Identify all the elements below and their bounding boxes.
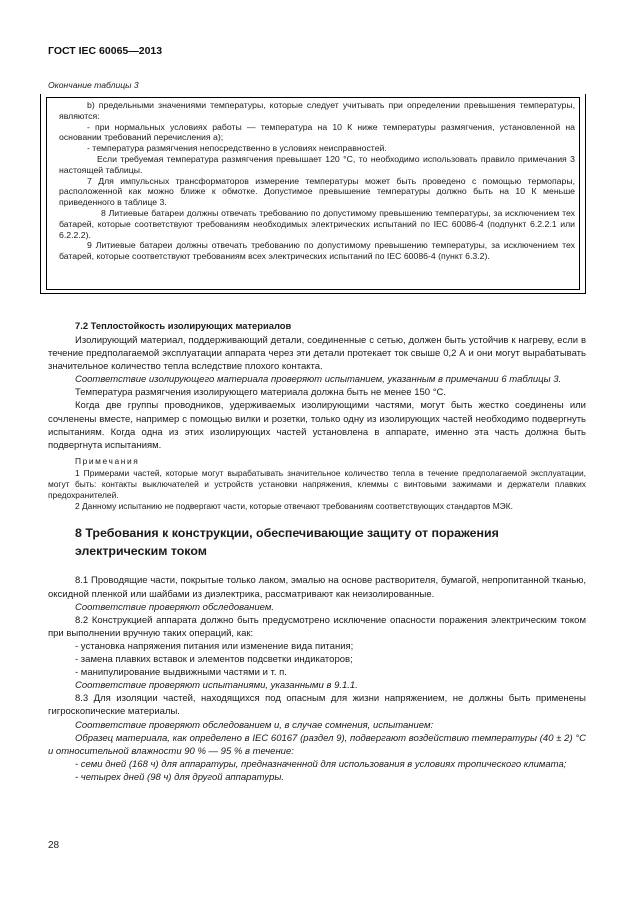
notes-title: Примечания (75, 455, 140, 466)
section-8-3-sample: Образец материала, как определено в IEC 60167 (раздел 9), подвергают воздействию температуры (40 ± 2) °С и относительной влажности 90 % — 95 % в течение: (48, 732, 586, 757)
section-8-body (48, 574, 586, 784)
section-8-2-compliance: Соответствие проверяют испытаниями, указанными в 9.1.1. (75, 680, 358, 692)
list-item: - замена плавких вставок и элементов подсветки индикаторов; (75, 654, 353, 666)
table-note-b-item1: - при нормальных условиях работы — температура на 10 К ниже температуры размягчения, установленной на основании требований перечисления а); (59, 121, 575, 143)
section-8-1-compliance: Соответствие проверяют обследованием. (75, 601, 274, 613)
list-item: - четырех дней (98 ч) для другой аппаратуры. (75, 771, 285, 783)
section-8-2: 8.2 Конструкцией аппарата должно быть предусмотрено исключение опасности поражения электрическим током при выполнении вручную таких операций, как: (48, 614, 586, 639)
section-8-1: 8.1 Проводящие части, покрытые только лаком, эмалью на основе растворителя, бумагой, непропитанной тканью, оксидной пленкой или шайбами из диэлектрика, рассматривают как неизолированные. (48, 575, 586, 600)
table-note-b-item2: - температура размягчения непосредственно в условиях неисправностей. (87, 143, 387, 154)
main-content (48, 319, 586, 784)
section-7-2-notes (48, 456, 586, 512)
section-8-3-compliance: Соответствие проверяют обследованием и, в случае сомнения, испытанием: (75, 719, 434, 731)
page-number: 28 (48, 840, 60, 851)
table-caption: Окончание таблицы 3 (48, 80, 139, 90)
note-1: 1 Примерами частей, которые могут вырабатывать значительное количество тепла в течение предполагаемой эксплуатации, могут быть: контакты выключателей и устройств установки напряжения, клеммы с винтовыми зажимами и держатели плавких предохранителей. (48, 467, 586, 500)
section-8-3: 8.3 Для изоляции частей, находящихся под опасным для жизни напряжением, не должны быть применены гигроскопические материалы. (48, 693, 586, 718)
document-header: ГОСТ IEC 60065—2013 (48, 45, 163, 57)
section-7-2-paragraph-1: Изолирующий материал, поддерживающий детали, соединенные с сетью, должен быть устойчив к нагреву, если в течение предполагаемой эксплуатации аппарата через эти детали протекает ток свыше 0,2 А и они могут вырабатывать значительное количество тепла вследствие плохого контакта. (48, 335, 586, 373)
section-7-2-paragraph-4: Когда две группы проводников, удерживаемых изолирующими частями, могут быть жестко соединены или сочленены вместе, например с помощью вилки и розетки, только одну из изолирующих частей необходимо подвергнуть испытаниям. Когда одна из этих изолирующих частей установлена в аппарате, именно эта часть должна быть подвергнута испытаниям. (48, 400, 586, 451)
section-7-2-heading: 7.2 Теплостойкость изолирующих материалов (75, 320, 292, 331)
section-7-2-paragraph-3: Температура размягчения изолирующего материала должна быть не менее 150 °С. (75, 387, 447, 399)
section-7-2-compliance: Соответствие изолирующего материала проверяют испытанием, указанным в примечании 6 таблицы 3. (75, 374, 562, 386)
list-item: - манипулирование выдвижными частями и т. п. (75, 667, 287, 679)
table-note-9: 9 Литиевые батареи должны отвечать требованию по допустимому превышению температуры, за исключением тех батарей, которые соответствуют требованиям всех электрических испытаний по IEC 60086-4 (пункт 6.3.2). (59, 240, 575, 262)
section-8-heading: 8 Требования к конструкции, обеспечивающие защиту от поражения электрическим током (75, 526, 499, 558)
table-note-b: b) предельными значениями температуры, которые следует учитывать при определении превышения температуры, являются: (59, 100, 575, 121)
table-note-8: 8 Литиевые батареи должны отвечать требованию по допустимому превышению температуры, за исключением тех батарей, которые соответствуют требованиям необходимых электрических испытаний по IEC 60086-4 (подпункт 6.2.2.1 или 6.2.2.2). (59, 207, 575, 240)
list-item: - установка напряжения питания или изменение вида питания; (75, 640, 354, 652)
list-item: - семи дней (168 ч) для аппаратуры, предназначенной для использования в условиях тропического климата; (75, 758, 567, 770)
table-note-7: 7 Для импульсных трансформаторов измерение температуры может быть проведено с помощью термопары, расположенной как можно ближе к обмотке. Допустимое превышение температуры должно быть на 10 К меньше приведенного в таблице 3. (59, 175, 575, 208)
table-notes-cell (46, 97, 580, 290)
table-note-b-rule: Если требуемая температура размягчения превышает 120 °С, то необходимо использовать правило примечания 3 настоящей таблицы. (59, 153, 575, 175)
note-2: 2 Данному испытанию не подвергают части, которые отвечают требованиям соответствующих стандартов МЭК. (75, 500, 513, 511)
